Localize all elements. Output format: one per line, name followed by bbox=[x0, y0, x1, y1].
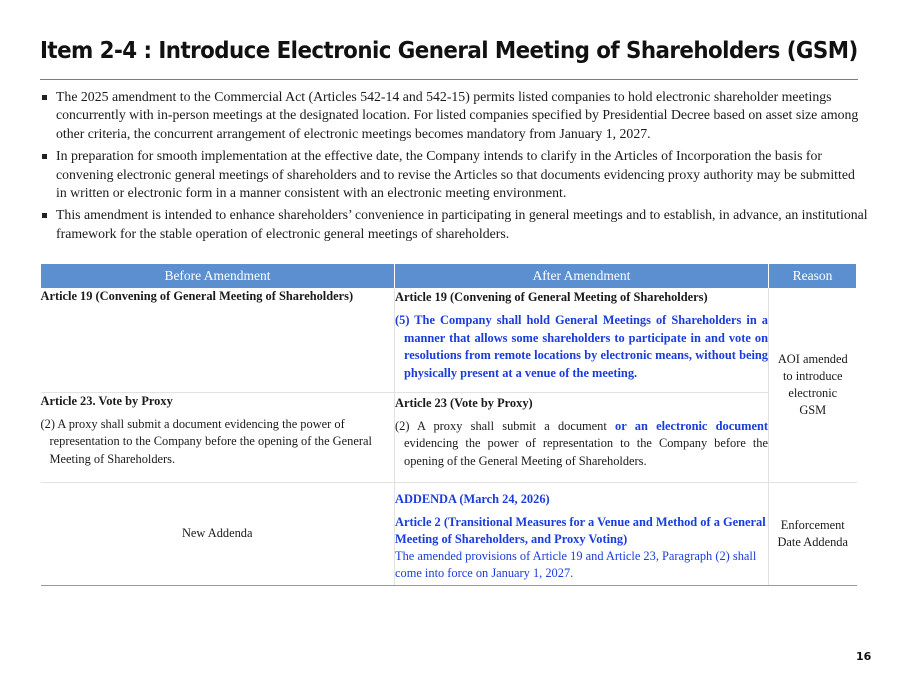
amendment-table bbox=[40, 264, 857, 586]
table-row bbox=[41, 392, 857, 482]
reason-text: AOI amended to introduce electronic GSM bbox=[777, 351, 848, 417]
before-cell bbox=[41, 288, 395, 392]
reason-cell bbox=[769, 482, 857, 585]
after-article-text bbox=[395, 418, 768, 471]
after-article-title: Article 19 (Convening of General Meeting of Shareholders) bbox=[395, 290, 708, 304]
table-header-row bbox=[41, 264, 857, 288]
header-before-amendment: Before Amendment bbox=[41, 264, 395, 288]
reason-cell bbox=[769, 288, 857, 482]
bullet-text: This amendment is intended to enhance shareholders’ convenience in participating in general meetings and to establish, in advance, an institutional framework for the stable operation of electronic general meetings of shareholders. bbox=[56, 207, 868, 241]
before-article-title: Article 19 (Convening of General Meeting of Shareholders) bbox=[40, 289, 354, 303]
before-article-title: Article 23. Vote by Proxy bbox=[40, 393, 173, 408]
bullet-text: In preparation for smooth implementation at the effective date, the Company intends to clarify in the Articles of Incorporation the basis for convening electronic general meetings of shareholders and to revise the Articles so that documents evidencing proxy authority may be submitted in written or electronic form in a manner consistent with an electronic meeting environment. bbox=[56, 148, 855, 201]
new-addenda-cell bbox=[41, 482, 395, 585]
table-row bbox=[41, 482, 857, 585]
bullet-item bbox=[40, 88, 868, 143]
addenda-text: The amended provisions of Article 19 and Article 23, Paragraph (2) shall come into force on January 1, 2027. bbox=[395, 548, 757, 580]
title-divider bbox=[40, 79, 858, 80]
square-bullet-icon bbox=[42, 95, 47, 100]
square-bullet-icon bbox=[42, 154, 47, 159]
after-cell bbox=[395, 392, 769, 482]
page-number: 16 bbox=[856, 650, 872, 663]
after-text-part: (2) A proxy shall submit a document bbox=[395, 418, 616, 433]
bullet-item bbox=[40, 206, 868, 243]
bullet-list bbox=[40, 88, 868, 247]
after-text-highlight: or an electronic document bbox=[615, 418, 768, 433]
table-row bbox=[41, 288, 857, 392]
header-reason: Reason bbox=[769, 264, 857, 288]
header-after-amendment: After Amendment bbox=[395, 264, 769, 288]
new-addenda-label: New Addenda bbox=[181, 526, 253, 540]
bullet-item bbox=[40, 147, 868, 202]
page-title: Item 2-4 : Introduce Electronic General Meeting of Shareholders (GSM) bbox=[40, 38, 858, 64]
addenda-subtitle: Article 2 (Transitional Measures for a Venue and Method of a General Meeting of Shareholders, and Proxy Voting) bbox=[395, 514, 766, 546]
after-article-title: Article 23 (Vote by Proxy) bbox=[395, 395, 533, 410]
square-bullet-icon bbox=[42, 213, 47, 218]
after-text-part: evidencing the power of representation to the Company before the opening of the General Meeting of Shareholders. bbox=[404, 436, 768, 468]
bullet-text: The 2025 amendment to the Commercial Act (Articles 542-14 and 542-15) permits listed companies to hold electronic shareholder meetings concurrently with in-person meetings at the designated location. For listed companies specified by Presidential Decree based on asset size among other criteria, the concurrent arrangement of electronic meetings becomes mandatory from January 1, 2027. bbox=[56, 89, 859, 141]
before-article-text: (2) A proxy shall submit a document evidencing the power of representation to the Company before the opening of the General Meeting of Shareholders. bbox=[40, 416, 372, 466]
before-cell bbox=[41, 392, 395, 482]
after-article-text: (5) The Company shall hold General Meetings of Shareholders in a manner that allows some shareholders to participate in and vote on resolutions from remote locations by electronic means, without being physically present at a venue of the meeting. bbox=[395, 313, 768, 380]
after-cell bbox=[395, 288, 769, 392]
reason-text: Enforcement Date Addenda bbox=[777, 517, 849, 549]
addenda-title: ADDENDA (March 24, 2026) bbox=[395, 491, 550, 506]
after-cell bbox=[395, 482, 769, 585]
